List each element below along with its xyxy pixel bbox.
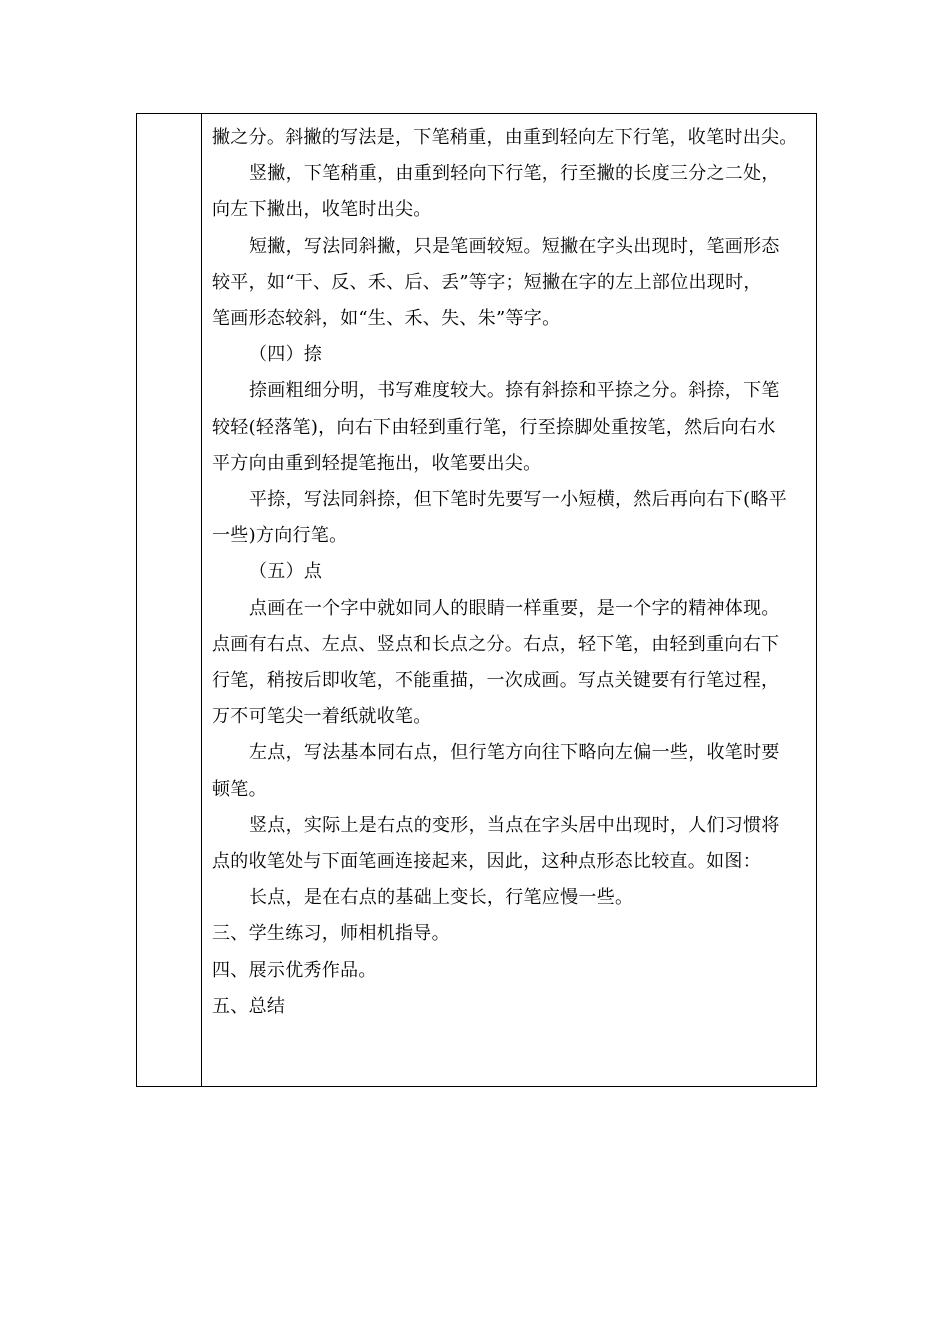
text-line: 竖点，实际上是右点的变形，当点在字头居中出现时，人们习惯将 (249, 814, 780, 836)
text-line: 较轻(轻落笔)，向右下由轻到重行笔，行至捺脚处重按笔，然后向右水 (212, 416, 776, 438)
step-heading: 三、学生练习，师相机指导。 (212, 923, 450, 945)
step-heading: 五、总结 (212, 995, 286, 1017)
text-line: 点的收笔处与下面笔画连接起来，因此，这种点形态比较直。如图： (212, 851, 761, 873)
text-line: 笔画形态较斜，如“生、禾、失、朱”等字。 (212, 308, 561, 330)
step-heading: 四、展示优秀作品。 (212, 959, 377, 981)
text-line: 顿笔。 (212, 778, 267, 800)
left-label-cell (137, 114, 202, 1086)
section-heading: （四）捺 (249, 344, 323, 366)
lesson-table (136, 113, 817, 1087)
text-line: 万不可笔尖一着纸就收笔。 (212, 706, 432, 728)
text-line: 长点，是在右点的基础上变长，行笔应慢一些。 (249, 887, 634, 909)
content-cell (202, 114, 816, 1086)
text-line: 点画有右点、左点、竖点和长点之分。右点，轻下笔，由轻到重向右下 (212, 633, 780, 655)
text-line: 点画在一个字中就如同人的眼睛一样重要，是一个字的精神体现。 (249, 597, 780, 619)
section-heading: （五）点 (249, 561, 323, 583)
text-line: 左点，写法基本同右点，但行笔方向往下略向左偏一些，收笔时要 (249, 742, 780, 764)
text-line: 撇之分。斜撇的写法是，下笔稍重，由重到轻向左下行笔，收笔时出尖。 (212, 127, 798, 148)
text-line: 平方向由重到轻提笔拖出，收笔要出尖。 (212, 452, 542, 474)
text-line: 一些)方向行笔。 (212, 525, 348, 547)
text-line: 捺画粗细分明，书写难度较大。捺有斜捺和平捺之分。斜捺，下笔 (249, 380, 780, 402)
text-line: 竖撇，下笔稍重，由重到轻向下行笔，行至撇的长度三分之二处， (249, 163, 780, 185)
text-line: 向左下撇出，收笔时出尖。 (212, 199, 432, 221)
text-line: 短撇，写法同斜撇，只是笔画较短。短撇在字头出现时，笔画形态 (249, 235, 780, 257)
text-line: 行笔，稍按后即收笔，不能重描，一次成画。写点关键要有行笔过程， (212, 670, 780, 692)
text-line: 较平，如“干、反、禾、后、丢”等字；短撇在字的左上部位出现时， (212, 271, 762, 293)
text-line: 平捺，写法同斜捺，但下笔时先要写一小短横，然后再向右下(略平 (249, 489, 788, 511)
